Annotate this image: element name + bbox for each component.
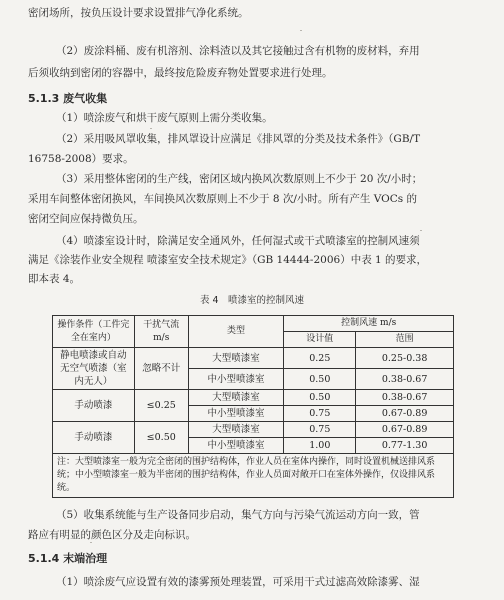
text-line: 路应有明显的颜色区分及走向标识。: [28, 529, 196, 541]
table-cell: 手动喷漆: [53, 422, 135, 454]
header-cell: 范围: [356, 332, 454, 348]
text-line: （1）喷涂废气和烘干废气原则上需分类收集。: [56, 112, 273, 124]
text-line: 满足《涂装作业安全规程 喷漆室安全技术规定》（GB 14444-2006）中表 1 的要求，: [28, 254, 428, 266]
text-line: 后须收纳到密闭的容器中，最终按危险废弃物处置要求进行处理。: [28, 67, 333, 79]
header-cell: 控制风速 m/s: [284, 316, 454, 332]
text-line: 密闭空间应保持微负压。: [28, 213, 144, 225]
table-cell: 大型喷漆室: [188, 422, 284, 438]
section-heading: 5.1.4 末端治理: [28, 552, 108, 565]
table-cell: 中小型喷漆室: [188, 406, 284, 422]
header-cell: 类型: [188, 316, 284, 348]
table-cell: 0.25: [284, 348, 356, 369]
table-cell: 0.50: [284, 369, 356, 390]
table-cell: 0.25-0.38: [356, 348, 454, 369]
control-speed-table: [52, 315, 454, 498]
table-cell: 大型喷漆室: [188, 348, 284, 369]
scan-artifact: [90, 542, 92, 543]
table-cell: 忽略不计: [134, 348, 188, 390]
text-line: （2）采用吸风罩收集，排风罩设计应满足《排风罩的分类及技术条件》（GB/T: [56, 133, 421, 145]
table-row: [53, 390, 454, 406]
table-cell: 0.75: [284, 406, 356, 422]
header-cell: 操作条件（工件完全在室内）: [53, 316, 135, 348]
table-cell: 0.77-1.30: [356, 438, 454, 454]
text-line: （4）喷漆室设计时，除满足安全通风外，任何湿式或干式喷漆室的控制风速须: [56, 235, 420, 247]
table-cell: 1.00: [284, 438, 356, 454]
table-note-row: [53, 454, 454, 498]
table-cell: ≤0.50: [134, 422, 188, 454]
table-cell: 中小型喷漆室: [188, 369, 284, 390]
scan-artifact: [300, 30, 302, 31]
table-cell: 0.67-0.89: [356, 406, 454, 422]
table-cell: 大型喷漆室: [188, 390, 284, 406]
text-line: 采用车间整体密闭换风，车间换风次数原则上不少于 8 次/小时。所有产生 VOCs 的: [28, 193, 417, 205]
table-cell: 中小型喷漆室: [188, 438, 284, 454]
table-cell: 0.38-0.67: [356, 390, 454, 406]
table-header-row: [53, 316, 454, 332]
table-cell: 0.67-0.89: [356, 422, 454, 438]
table-cell: 静电喷漆或自动无空气喷漆（室内无人）: [53, 348, 135, 390]
text-line: 16758-2008）要求。: [28, 153, 134, 165]
table-cell: ≤0.25: [134, 390, 188, 422]
text-line: （1）喷涂废气应设置有效的漆雾预处理装置，可采用干式过滤高效除漆雾、湿: [56, 576, 420, 588]
table-cell: 0.75: [284, 422, 356, 438]
header-cell: 干扰气流 m/s: [134, 316, 188, 348]
header-cell: 设计值: [284, 332, 356, 348]
text-line: 密闭场所，按负压设计要求设置排气净化系统。: [28, 7, 249, 19]
table-row: [53, 422, 454, 438]
scan-artifact: [420, 230, 422, 231]
table-row: [53, 348, 454, 369]
text-line: （2）废涂料桶、废有机溶剂、涂料渣以及其它接触过含有机物的废材料，弃用: [56, 45, 420, 57]
text-line: （3）采用整体密闭的生产线，密闭区域内换风次数原则上不少于 20 次/小时；: [56, 173, 423, 185]
section-heading: 5.1.3 废气收集: [28, 92, 108, 105]
text-line: （5）收集系统能与生产设备同步启动，集气方向与污染气流运动方向一致，管: [56, 509, 420, 521]
scan-artifact: [150, 128, 152, 129]
table-cell: 手动喷漆: [53, 390, 135, 422]
text-line: 即本表 4。: [28, 273, 81, 285]
table-cell: 0.38-0.67: [356, 369, 454, 390]
table-note: 注：大型喷漆室一般为完全密闭的围护结构体，作业人员在室体内操作，同时设置机械送排风系统；中小型喷漆室一般为半密闭的围护结构体，作业人员面对敞开口在室体外操作，仅设排风系统。: [53, 454, 454, 498]
table-cell: 0.50: [284, 390, 356, 406]
table-caption: 表 4 喷漆室的控制风速: [199, 295, 305, 306]
